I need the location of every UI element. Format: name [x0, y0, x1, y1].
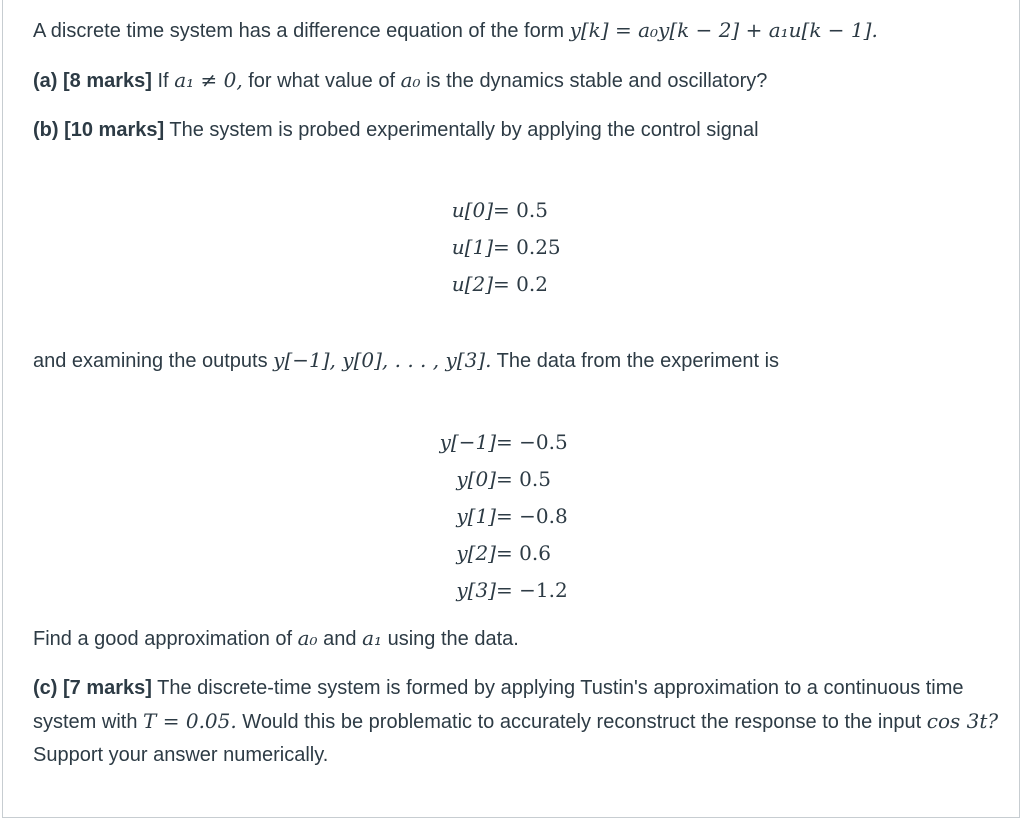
equation-rhs: = −0.5 [496, 430, 568, 454]
equation-lhs: u[0] [451, 198, 493, 222]
output-equation-row [439, 572, 568, 609]
find-text1: Find a good approximation of [33, 628, 293, 650]
part-b-text: The system is probed experimentally by applying the control signal [169, 119, 759, 141]
equation-rhs: = 0.5 [496, 467, 551, 491]
part-a-paragraph [33, 64, 767, 97]
part-c-T-expression: T = 0.05. [143, 709, 237, 733]
part-b-label: (b) [10 marks] [33, 119, 165, 141]
difference-equation: y[k] = a₀y[k − 2] + a₁u[k − 1]. [569, 18, 878, 42]
part-a-condition: a₁ ≠ 0, [174, 68, 243, 92]
find-text3: using the data. [387, 628, 519, 650]
find-text2: and [323, 628, 357, 650]
outputs-text2: The data from the experiment is [496, 350, 780, 372]
content-frame [2, 0, 1020, 818]
equation-lhs: y[2] [456, 541, 496, 565]
equation-lhs: u[1] [451, 235, 493, 259]
part-b-paragraph [33, 114, 759, 146]
equation-lhs: u[2] [451, 272, 493, 296]
input-equation-row [451, 229, 561, 266]
input-equation-row [451, 192, 561, 229]
equation-lhs: y[−1] [439, 430, 496, 454]
equation-rhs: = 0.5 [493, 198, 548, 222]
input-equation-row [451, 266, 561, 303]
equation-lhs: y[1] [456, 504, 496, 528]
intro-paragraph [33, 14, 878, 47]
part-a-text2: for what value of [248, 70, 395, 92]
part-a-var: a₀ [400, 68, 421, 92]
input-equations [451, 192, 561, 303]
equation-rhs: = −1.2 [496, 578, 568, 602]
output-equation-row [439, 535, 568, 572]
find-paragraph [33, 622, 519, 655]
output-equation-row [439, 461, 568, 498]
equation-lhs: y[0] [456, 467, 496, 491]
part-a-text3: is the dynamics stable and oscillatory? [426, 70, 768, 92]
output-equation-row [439, 424, 568, 461]
part-c-text3: Support your answer numerically. [33, 744, 329, 766]
part-c-cos-expression: cos 3t? [926, 709, 999, 733]
equation-rhs: = −0.8 [496, 504, 568, 528]
equation-lhs: y[3] [456, 578, 496, 602]
find-var2: a₁ [362, 626, 383, 650]
part-c-paragraph [33, 672, 1003, 772]
find-var1: a₀ [297, 626, 318, 650]
part-c-label: (c) [7 marks] [33, 677, 152, 699]
part-c-text1: The discrete-time system is formed by applying Tustin's approximation to a continuous time system with [33, 677, 964, 733]
equation-rhs: = 0.2 [493, 272, 548, 296]
output-equations [439, 424, 568, 609]
equation-rhs: = 0.6 [496, 541, 551, 565]
outputs-expression: y[−1], y[0], . . . , y[3]. [273, 348, 492, 372]
intro-text: A discrete time system has a difference equation of the form [33, 20, 565, 42]
part-a-text1: If [157, 70, 169, 92]
part-a-label: (a) [8 marks] [33, 70, 152, 92]
outputs-paragraph [33, 344, 779, 377]
equation-rhs: = 0.25 [493, 235, 561, 259]
part-c-text2: Would this be problematic to accurately reconstruct the response to the input [242, 711, 922, 733]
outputs-text1: and examining the outputs [33, 350, 268, 372]
output-equation-row [439, 498, 568, 535]
